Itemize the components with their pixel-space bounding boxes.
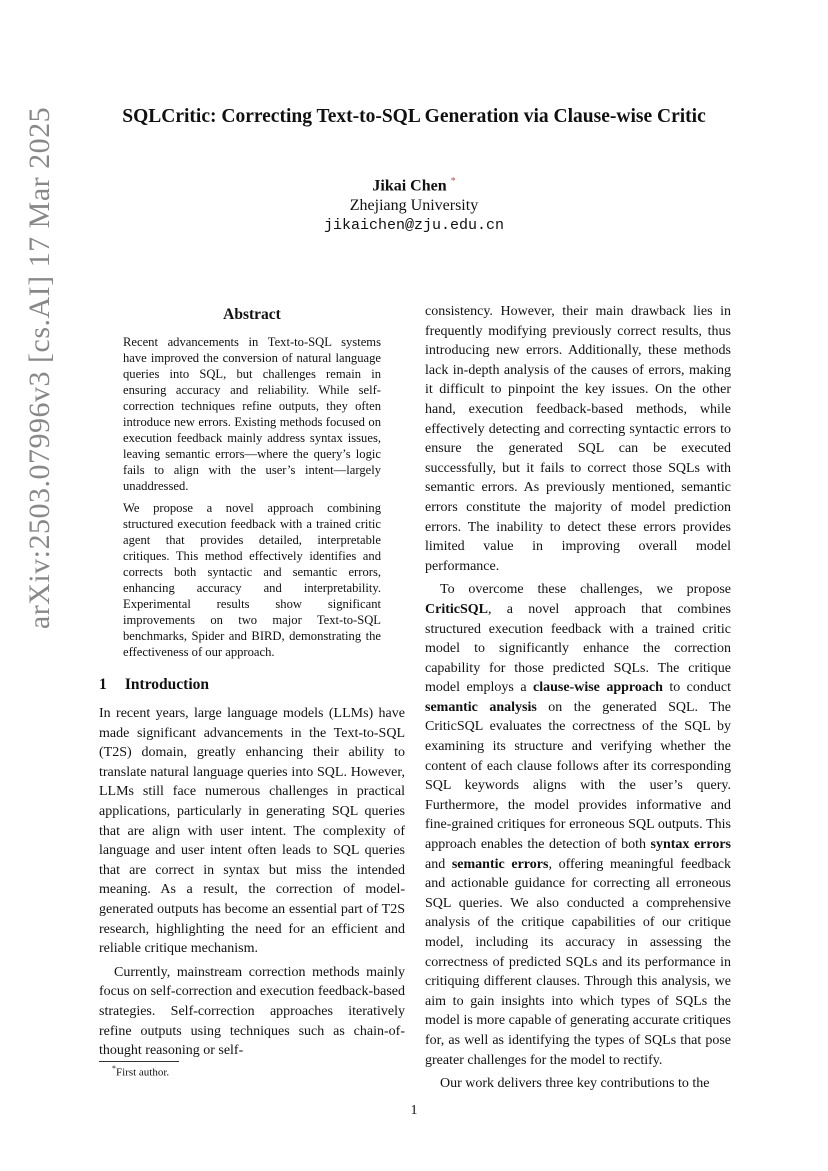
- text-run: , offering meaningful feedback and actionable guidance for correcting all erroneous SQL queries. We also conducted a comprehensive analysis of the critique capabilities of our critique model, including its accuracy in assessing the correctness of predicted SQLs and its performance in critiquing different clauses. Through this analysis, we aim to gain insights into which types of SQLs the model is more capable of generating accurate critiques for, as well as identifying the types of SQLs that pose greater challenges for the model to rectify.: [425, 856, 731, 1068]
- author-footnote-mark: *: [450, 176, 456, 187]
- intro-paragraph-1: In recent years, large language models (LLMs) have made significant advancements in the Text-to-SQL (T2S) domain, greatly enhancing their ability to translate natural language queries into SQL. However, LLMs still face numerous challenges in practical applications, particularly in generating SQL queries that are align with user intent. The complexity of language and user intent often leads to SQL queries that are correct in syntax but miss the intended meaning. As a result, the correction of model-generated outputs has become an essential part of T2S research, highlighting the need for an efficient and reliable critique mechanism.: [99, 706, 405, 957]
- author-affiliation: Zhejiang University: [349, 197, 479, 215]
- abstract-section: [99, 306, 405, 660]
- author-block: [0, 172, 828, 236]
- bold-term: semantic errors: [451, 856, 549, 872]
- right-paragraph-2: [425, 580, 731, 1070]
- intro-body: [99, 704, 405, 1061]
- footnote-text: First author.: [116, 1066, 170, 1079]
- text-run: and: [425, 856, 452, 872]
- footnote: [112, 1064, 169, 1079]
- text-run: To overcome these challenges, we propose: [440, 582, 731, 598]
- abstract-paragraph-2: We propose a novel approach combining structured execution feedback with a trained critic agent that provides detailed, interpretable critiques. This method effectively identifies and corrects both syntactic and semantic errors, enhancing accuracy and interpretability. Experimental results show significant improvements on two major Text-to-SQL benchmarks, Spider and BIRD, demonstrating the effectiveness of our approach.: [123, 501, 381, 659]
- section-number: 1: [99, 676, 107, 693]
- left-column: [99, 306, 405, 1065]
- method-name: CriticSQL: [425, 601, 488, 617]
- author-name: Jikai Chen: [372, 177, 447, 195]
- arxiv-identifier-text: arXiv:2503.07996v3 [cs.AI] 17 Mar 2025: [23, 106, 56, 630]
- bold-term: semantic analysis: [425, 699, 537, 715]
- footnote-mark: *: [112, 1064, 116, 1073]
- text-run: , a novel approach that combines structured execution feedback with a trained critic model to significantly enhance the correction capability for those predicted SQLs. The critique model employs a: [425, 601, 731, 696]
- intro-paragraph-2: Currently, mainstream correction methods mainly focus on self-correction and execution feedback-based strategies. Self-correction approaches iteratively refine outputs using techniques such as chain-of-thought reasoning or self-: [99, 964, 405, 1059]
- text-run: to conduct: [662, 680, 731, 696]
- text-run: on the generated SQL. The CriticSQL evaluates the correctness of the SQL by examining its structure and verifying whether the content of each clause follows after its corresponding SQL keywords aligns with the user’s query. Furthermore, the model provides informative and fine-grained critiques for erroneous SQL outputs. This approach enables the detection of both: [425, 699, 731, 853]
- section-title: Introduction: [124, 676, 209, 693]
- author-email: jikaichen@zju.edu.cn: [323, 217, 505, 235]
- paper-title: SQLCritic: Correcting Text-to-SQL Generation via Clause-wise Critic: [122, 106, 706, 127]
- author-name-line: [0, 172, 828, 196]
- right-paragraph-1: consistency. However, their main drawback lies in frequently modifying previously correct results, thus introducing new errors. Additionally, these methods lack in-depth analysis of the causes of errors, making it difficult to pinpoint the key issues. On the other hand, execution feedback-based methods, while effectively detecting and correcting syntactic errors to ensure the generated SQL can be executed successfully, but it fails to correct those SQLs with semantic errors. As previously mentioned, semantic errors constitute the majority of model prediction errors. The inability to detect these errors provides limited value in improving overall model performance.: [425, 304, 731, 574]
- right-column: [425, 302, 731, 1098]
- page-number: 1: [410, 1103, 418, 1118]
- bold-term: syntax errors: [650, 837, 732, 853]
- abstract-paragraph-1: Recent advancements in Text-to-SQL systems have improved the conversion of natural language queries into SQL, but challenges remain in ensuring accuracy and reliability. While self-correction techniques refine outputs, they often introduce new errors. Existing methods focused on execution feedback mainly address syntax issues, leaving semantic errors—where the query’s logic fails to align with the user’s intent—largely unaddressed.: [123, 335, 381, 493]
- abstract-heading: Abstract: [223, 306, 281, 323]
- bold-term: clause-wise approach: [533, 680, 663, 696]
- right-paragraph-3: Our work delivers three key contributions to the: [440, 1076, 710, 1092]
- intro-heading: [99, 676, 405, 694]
- footnote-divider: [99, 1061, 179, 1062]
